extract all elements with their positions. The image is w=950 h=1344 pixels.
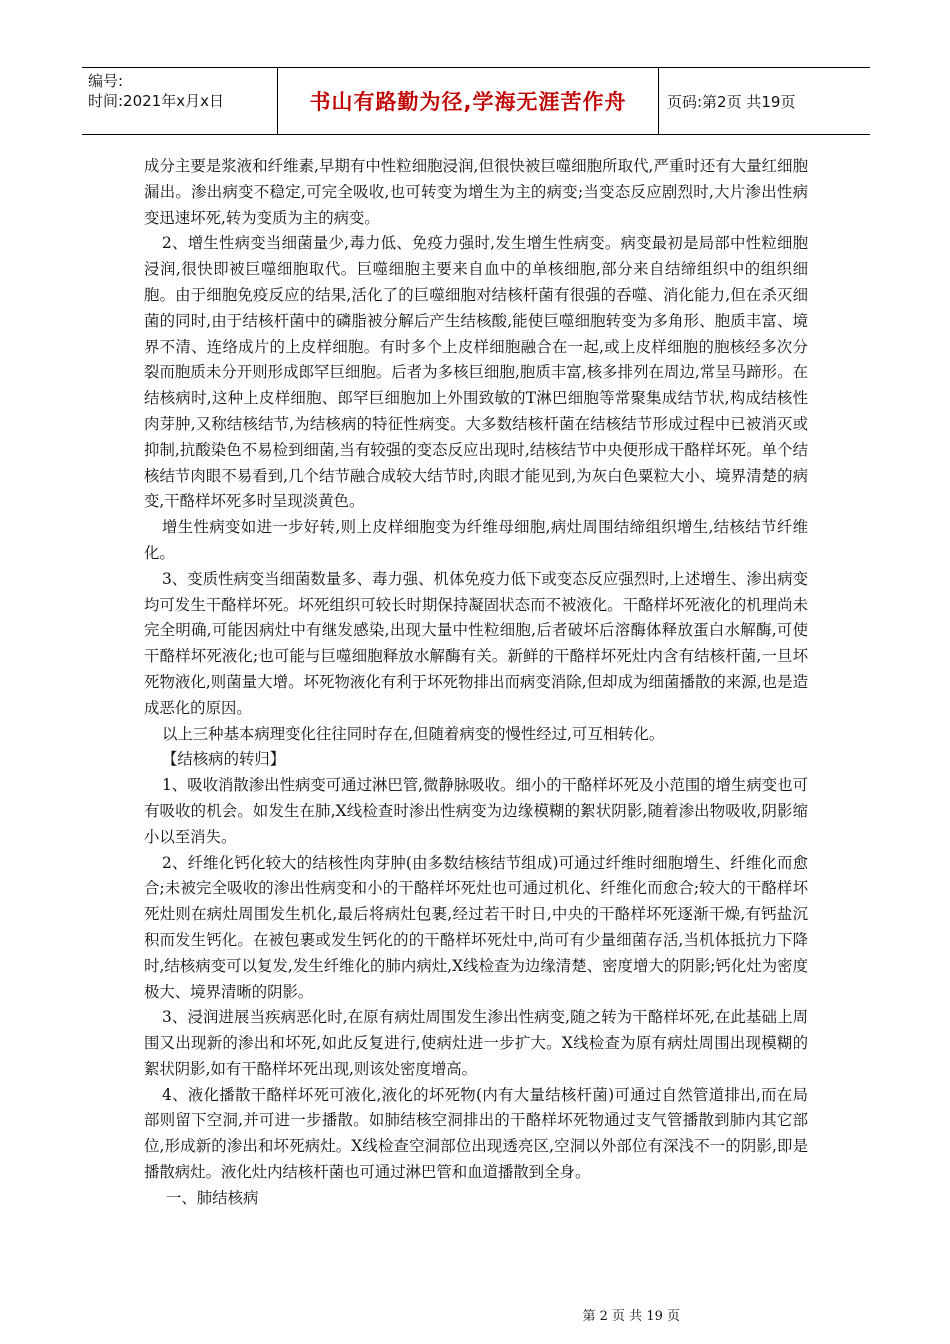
- section-heading: 【结核病的转归】: [162, 750, 286, 769]
- paragraph: 1、吸收消散渗出性病变可通过淋巴管,微静脉吸收。细小的干酪样坏死及小范围的增生病变也可有吸收的机会。如发生在肺,X线检查时渗出性病变为边缘模糊的絮状阴影,随着渗出物吸收,阴影缩小以至消失。: [144, 776, 808, 846]
- header-meta: [82, 68, 278, 134]
- footer-page-number: 第 2 页 共 19 页: [582, 1309, 680, 1324]
- section-heading: 一、肺结核病: [166, 1188, 259, 1207]
- paragraph: 成分主要是浆液和纤维素,早期有中性粒细胞浸润,但很快被巨噬细胞所取代,严重时还有大量红细胞漏出。渗出病变不稳定,可完全吸收,也可转变为增生为主的病变;当变态反应剧烈时,大片渗出性病变迅速坏死,转为变质为主的病变。: [144, 157, 808, 227]
- header-motto: 书山有路勤为径,学海无涯苦作舟: [278, 68, 659, 134]
- paragraph: 2、纤维化钙化较大的结核性肉芽肿(由多数结核结节组成)可通过纤维时细胞增生、纤维化而愈合;未被完全吸收的渗出性病变和小的干酪样坏死灶也可通过机化、纤维化而愈合;较大的干酪样坏死灶则在病灶周围发生机化,最后将病灶包裹,经过若干时日,中央的干酪样坏死逐渐干燥,有钙盐沉积而发生钙化。在被包裹或发生钙化的的干酪样坏死灶中,尚可有少量细菌存活,当机体抵抗力下降时,结核病变可以复发,发生纤维化的肺内病灶,X线检查为边缘清楚、密度增大的阴影;钙化灶为密度极大、境界清晰的阴影。: [144, 853, 808, 1001]
- paragraph: 3、浸润进展当疾病恶化时,在原有病灶周围发生渗出性病变,随之转为干酪样坏死,在此基础上周围又出现新的渗出和坏死,如此反复进行,使病灶进一步扩大。X线检查为原有病灶周围出现模糊的絮状阴影,如有干酪样坏死出现,则该处密度增高。: [144, 1008, 808, 1078]
- page-header: [82, 67, 870, 135]
- paragraph: 4、液化播散干酪样坏死可液化,液化的坏死物(内有大量结核杆菌)可通过自然管道排出,而在局部则留下空洞,并可进一步播散。如肺结核空洞排出的干酪样坏死物通过支气管播散到肺内其它部位,形成新的渗出和坏死病灶。X线检查空洞部位出现透亮区,空洞以外部位有深浅不一的阴影,即是播散病灶。液化灶内结核杆菌也可通过淋巴管和血道播散到全身。: [144, 1085, 808, 1182]
- document-body: [144, 154, 808, 1212]
- paragraph: 3、变质性病变当细菌数量多、毒力强、机体免疫力低下或变态反应强烈时,上述增生、渗出病变均可发生干酪样坏死。坏死组织可较长时期保持凝固状态而不被液化。干酪样坏死液化的机理尚未完全明确,可能因病灶中有继发感染,出现大量中性粒细胞,后者破坏后溶酶体释放蛋白水解酶,可使干酪样坏死液化;也可能与巨噬细胞释放水解酶有关。新鲜的干酪样坏死灶内含有结核杆菌,一旦坏死物液化,则菌量大增。坏死物液化有利于坏死物排出而病变消除,但却成为细菌播散的来源,也是造成恶化的原因。: [144, 569, 808, 717]
- paragraph: 以上三种基本病理变化往往同时存在,但随着病变的慢性经过,可互相转化。: [162, 724, 665, 743]
- paragraph: 2、增生性病变当细菌量少,毒力低、免疫力强时,发生增生性病变。病变最初是局部中性粒细胞浸润,很快即被巨噬细胞取代。巨噬细胞主要来自血中的单核细胞,部分来自结缔组织中的组织细胞。由于细胞免疫反应的结果,活化了的巨噬细胞对结核杆菌有很强的吞噬、消化能力,但在杀灭细菌的同时,由于结核杆菌中的磷脂被分解后产生结核酸,能使巨噬细胞转变为多角形、胞质丰富、境界不清、连络成片的上皮样细胞。有时多个上皮样细胞融合在一起,或上皮样细胞的胞核经多次分裂而胞质未分开则形成郎罕巨细胞。后者为多核巨细胞,胞质丰富,核多排列在周边,常呈马蹄形。在结核病时,这种上皮样细胞、郎罕巨细胞加上外围致敏的T淋巴细胞等常聚集成结节状,构成结核性肉芽肿,又称结核结节,为结核病的特征性病变。大多数结核杆菌在结核结节形成过程中已被消灭或抑制,抗酸染色不易检到细菌,当有较强的变态反应出现时,结核结节中央便形成干酪样坏死。单个结核结节肉眼不易看到,几个结节融合成较大结节时,肉眼才能见到,为灰白色粟粒大小、境界清楚的病变,干酪样坏死多时呈现淡黄色。: [144, 234, 808, 511]
- header-page-label: 页码:第2页 共19页: [667, 92, 796, 111]
- paragraph: 增生性病变如进一步好转,则上皮样细胞变为纤维母细胞,病灶周围结缔组织增生,结核结节纤维化。: [144, 518, 808, 562]
- time-label: 时间:2021年x月x日: [88, 92, 224, 110]
- doc-number-label: 编号:: [88, 72, 124, 90]
